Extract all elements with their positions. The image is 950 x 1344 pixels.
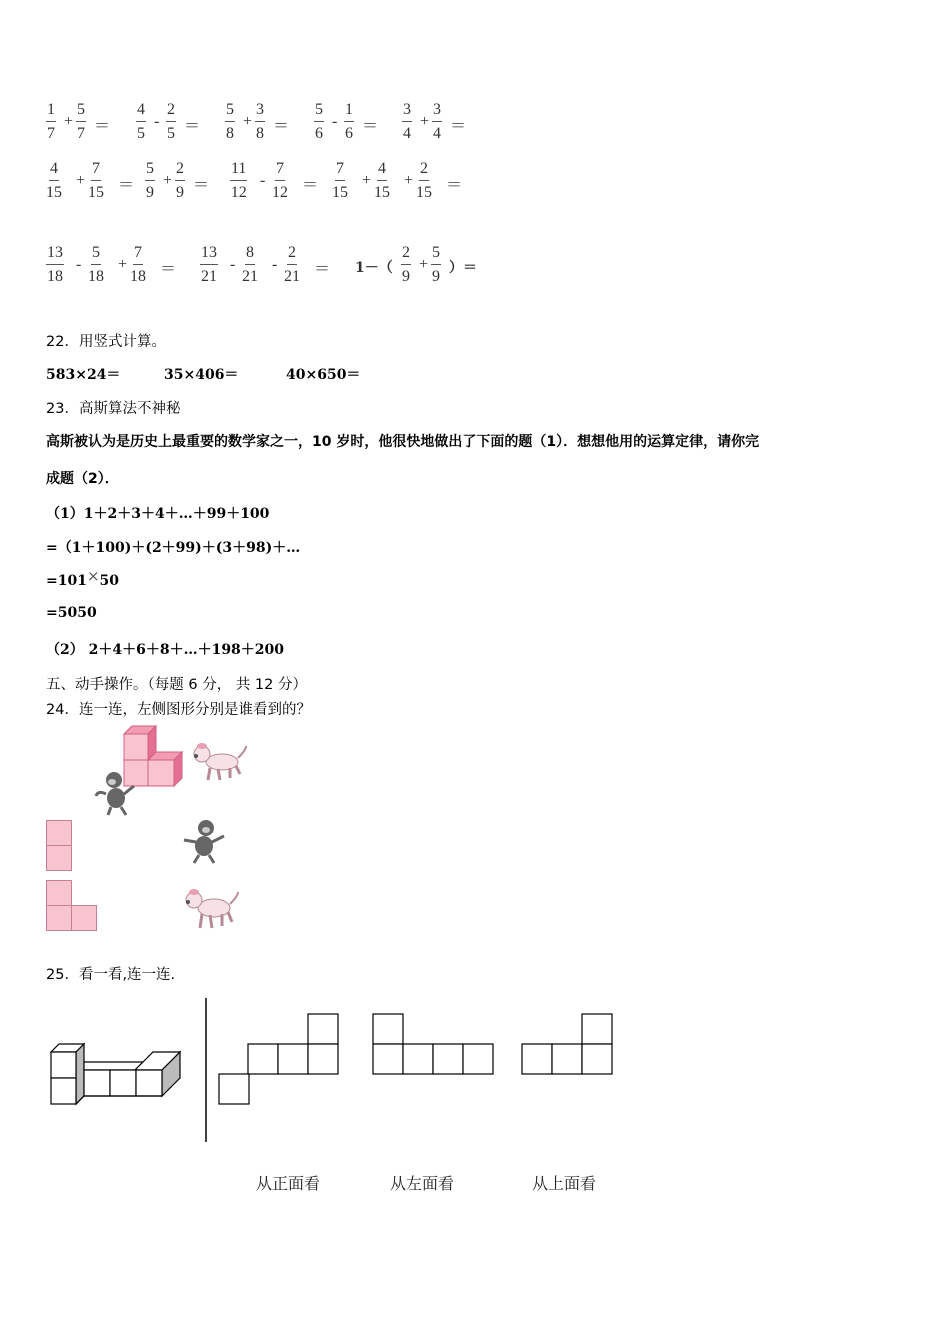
fraction	[200, 245, 218, 285]
q22-item-1: 583×24＝	[46, 367, 121, 383]
operator: +	[362, 172, 372, 189]
fraction	[175, 161, 185, 201]
operator: +	[243, 113, 253, 130]
fraction	[432, 102, 442, 142]
fraction	[166, 102, 176, 142]
operator: +	[163, 172, 173, 189]
operator: +	[118, 256, 128, 273]
q23-line-3-left: =101	[46, 573, 87, 589]
numerator: 1	[46, 102, 56, 122]
denominator: 18	[130, 268, 146, 285]
fraction	[374, 161, 390, 201]
numerator: 5	[431, 245, 441, 265]
vertical-divider	[204, 998, 208, 1144]
numerator: 7	[275, 161, 285, 181]
operator: +	[64, 113, 74, 130]
fraction	[416, 161, 432, 201]
denominator: 21	[284, 268, 300, 285]
operator: +	[404, 172, 414, 189]
q23-line-2: =（1＋100)＋(2＋99)＋(3＋98)＋…	[46, 540, 301, 556]
equals-sign: ＝	[446, 177, 463, 194]
label-front-view: 从正面看	[256, 1174, 321, 1193]
label-top-view: 从上面看	[532, 1174, 597, 1193]
numerator: 7	[133, 245, 143, 265]
fraction	[402, 102, 412, 142]
fraction	[88, 161, 104, 201]
denominator: 18	[47, 268, 63, 285]
denominator: 15	[374, 184, 390, 201]
operator: -	[76, 256, 82, 273]
denominator: 9	[402, 268, 410, 285]
equals-sign: ＝	[184, 118, 201, 135]
numerator: 2	[401, 245, 411, 265]
numerator: 7	[91, 161, 101, 181]
fraction	[314, 102, 324, 142]
fraction	[225, 102, 235, 142]
denominator: 15	[416, 184, 432, 201]
fraction	[344, 102, 354, 142]
numerator: 2	[419, 161, 429, 181]
denominator: 15	[88, 184, 104, 201]
view-option-staircase	[218, 1013, 342, 1107]
operator: ）＝	[449, 260, 477, 276]
q23-line-1: （1）1＋2＋3＋4＋…＋99＋100	[46, 506, 270, 522]
denominator: 21	[201, 268, 217, 285]
fraction	[145, 161, 155, 201]
denominator: 4	[403, 125, 411, 142]
numerator: 4	[49, 161, 59, 181]
numerator: 5	[76, 102, 86, 122]
q23-line-3-right: 50	[99, 573, 120, 589]
q23-paragraph-line-1: 高斯被认为是历史上最重要的数学家之一，10 岁时，他很快地做出了下面的题（1）．想想他用的运算定律，请你完	[46, 434, 760, 450]
denominator: 18	[88, 268, 104, 285]
denominator: 9	[146, 184, 154, 201]
denominator: 8	[226, 125, 234, 142]
equals-sign: ＝	[314, 261, 331, 278]
equals-sign: ＝	[160, 261, 177, 278]
denominator: 6	[345, 125, 353, 142]
q23-line-5: （2） 2＋4＋6＋8＋…＋198＋200	[46, 642, 285, 658]
numerator: 5	[91, 245, 101, 265]
numerator: 5	[314, 102, 324, 122]
denominator: 12	[230, 184, 247, 201]
fraction	[46, 245, 64, 285]
operator: +	[419, 256, 429, 273]
operator: 1－（	[355, 260, 393, 276]
fraction	[76, 102, 86, 142]
numerator: 11	[230, 161, 247, 181]
denominator: 7	[47, 125, 55, 142]
fraction	[230, 161, 247, 201]
q23-title: 23．高斯算法不神秘	[46, 401, 181, 417]
equals-sign: ＝	[273, 118, 290, 135]
operator: -	[230, 256, 236, 273]
numerator: 2	[175, 161, 185, 181]
denominator: 6	[315, 125, 323, 142]
q24-title: 24．连一连，左侧图形分别是谁看到的？	[46, 702, 311, 718]
dog-icon-right	[182, 886, 240, 932]
fraction	[242, 245, 258, 285]
operator: -	[272, 256, 278, 273]
equals-sign: ＝	[94, 118, 111, 135]
fraction	[46, 102, 56, 142]
white-cube-figure	[48, 1040, 184, 1110]
fraction	[272, 161, 288, 201]
numerator: 3	[432, 102, 442, 122]
monkey-icon-right	[182, 818, 228, 864]
fraction	[88, 245, 104, 285]
operator: -	[260, 172, 266, 189]
denominator: 8	[256, 125, 264, 142]
denominator: 4	[433, 125, 441, 142]
numerator: 5	[225, 102, 235, 122]
denominator: 15	[46, 184, 62, 201]
q25-title: 25．看一看,连一连.	[46, 967, 176, 983]
denominator: 9	[432, 268, 440, 285]
q23-line-3	[46, 567, 120, 589]
fraction	[255, 102, 265, 142]
view-option-left-tower	[372, 1013, 498, 1077]
numerator: 13	[200, 245, 218, 265]
numerator: 2	[166, 102, 176, 122]
section-5-heading: 五、动手操作。（每题 6 分， 共 12 分）	[46, 677, 307, 693]
fraction	[130, 245, 146, 285]
equals-sign: ＝	[118, 177, 135, 194]
operator: +	[76, 172, 86, 189]
denominator: 5	[167, 125, 175, 142]
denominator: 15	[332, 184, 348, 201]
times-sign: ×	[86, 567, 100, 585]
fraction	[431, 245, 441, 285]
denominator: 7	[77, 125, 85, 142]
fraction	[136, 102, 146, 142]
view-option-right-tower	[521, 1013, 617, 1077]
numerator: 7	[335, 161, 345, 181]
numerator: 4	[136, 102, 146, 122]
numerator: 13	[46, 245, 64, 265]
q23-paragraph-line-2: 成题（2）．	[46, 471, 119, 487]
q22-title: 22．用竖式计算。	[46, 334, 166, 350]
q22-item-2: 35×406＝	[164, 367, 239, 383]
view-l-shape	[46, 880, 100, 934]
numerator: 5	[145, 161, 155, 181]
view-two-stacked-squares	[46, 820, 74, 872]
q23-line-4: =5050	[46, 605, 97, 621]
operator: +	[420, 113, 430, 130]
label-left-view: 从左面看	[390, 1174, 455, 1193]
fraction	[401, 245, 411, 285]
equals-sign: ＝	[362, 118, 379, 135]
operator: -	[332, 113, 338, 130]
equals-sign: ＝	[193, 177, 210, 194]
fraction	[46, 161, 62, 201]
numerator: 3	[402, 102, 412, 122]
q22-item-3: 40×650＝	[286, 367, 361, 383]
numerator: 1	[344, 102, 354, 122]
fraction	[284, 245, 300, 285]
denominator: 5	[137, 125, 145, 142]
numerator: 4	[377, 161, 387, 181]
equals-sign: ＝	[302, 177, 319, 194]
denominator: 21	[242, 268, 258, 285]
numerator: 3	[255, 102, 265, 122]
operator: -	[154, 113, 160, 130]
equals-sign: ＝	[450, 118, 467, 135]
numerator: 8	[245, 245, 255, 265]
numerator: 2	[287, 245, 297, 265]
denominator: 12	[272, 184, 288, 201]
dog-icon	[190, 742, 248, 782]
fraction	[332, 161, 348, 201]
denominator: 9	[176, 184, 184, 201]
monkey-icon	[94, 770, 138, 816]
